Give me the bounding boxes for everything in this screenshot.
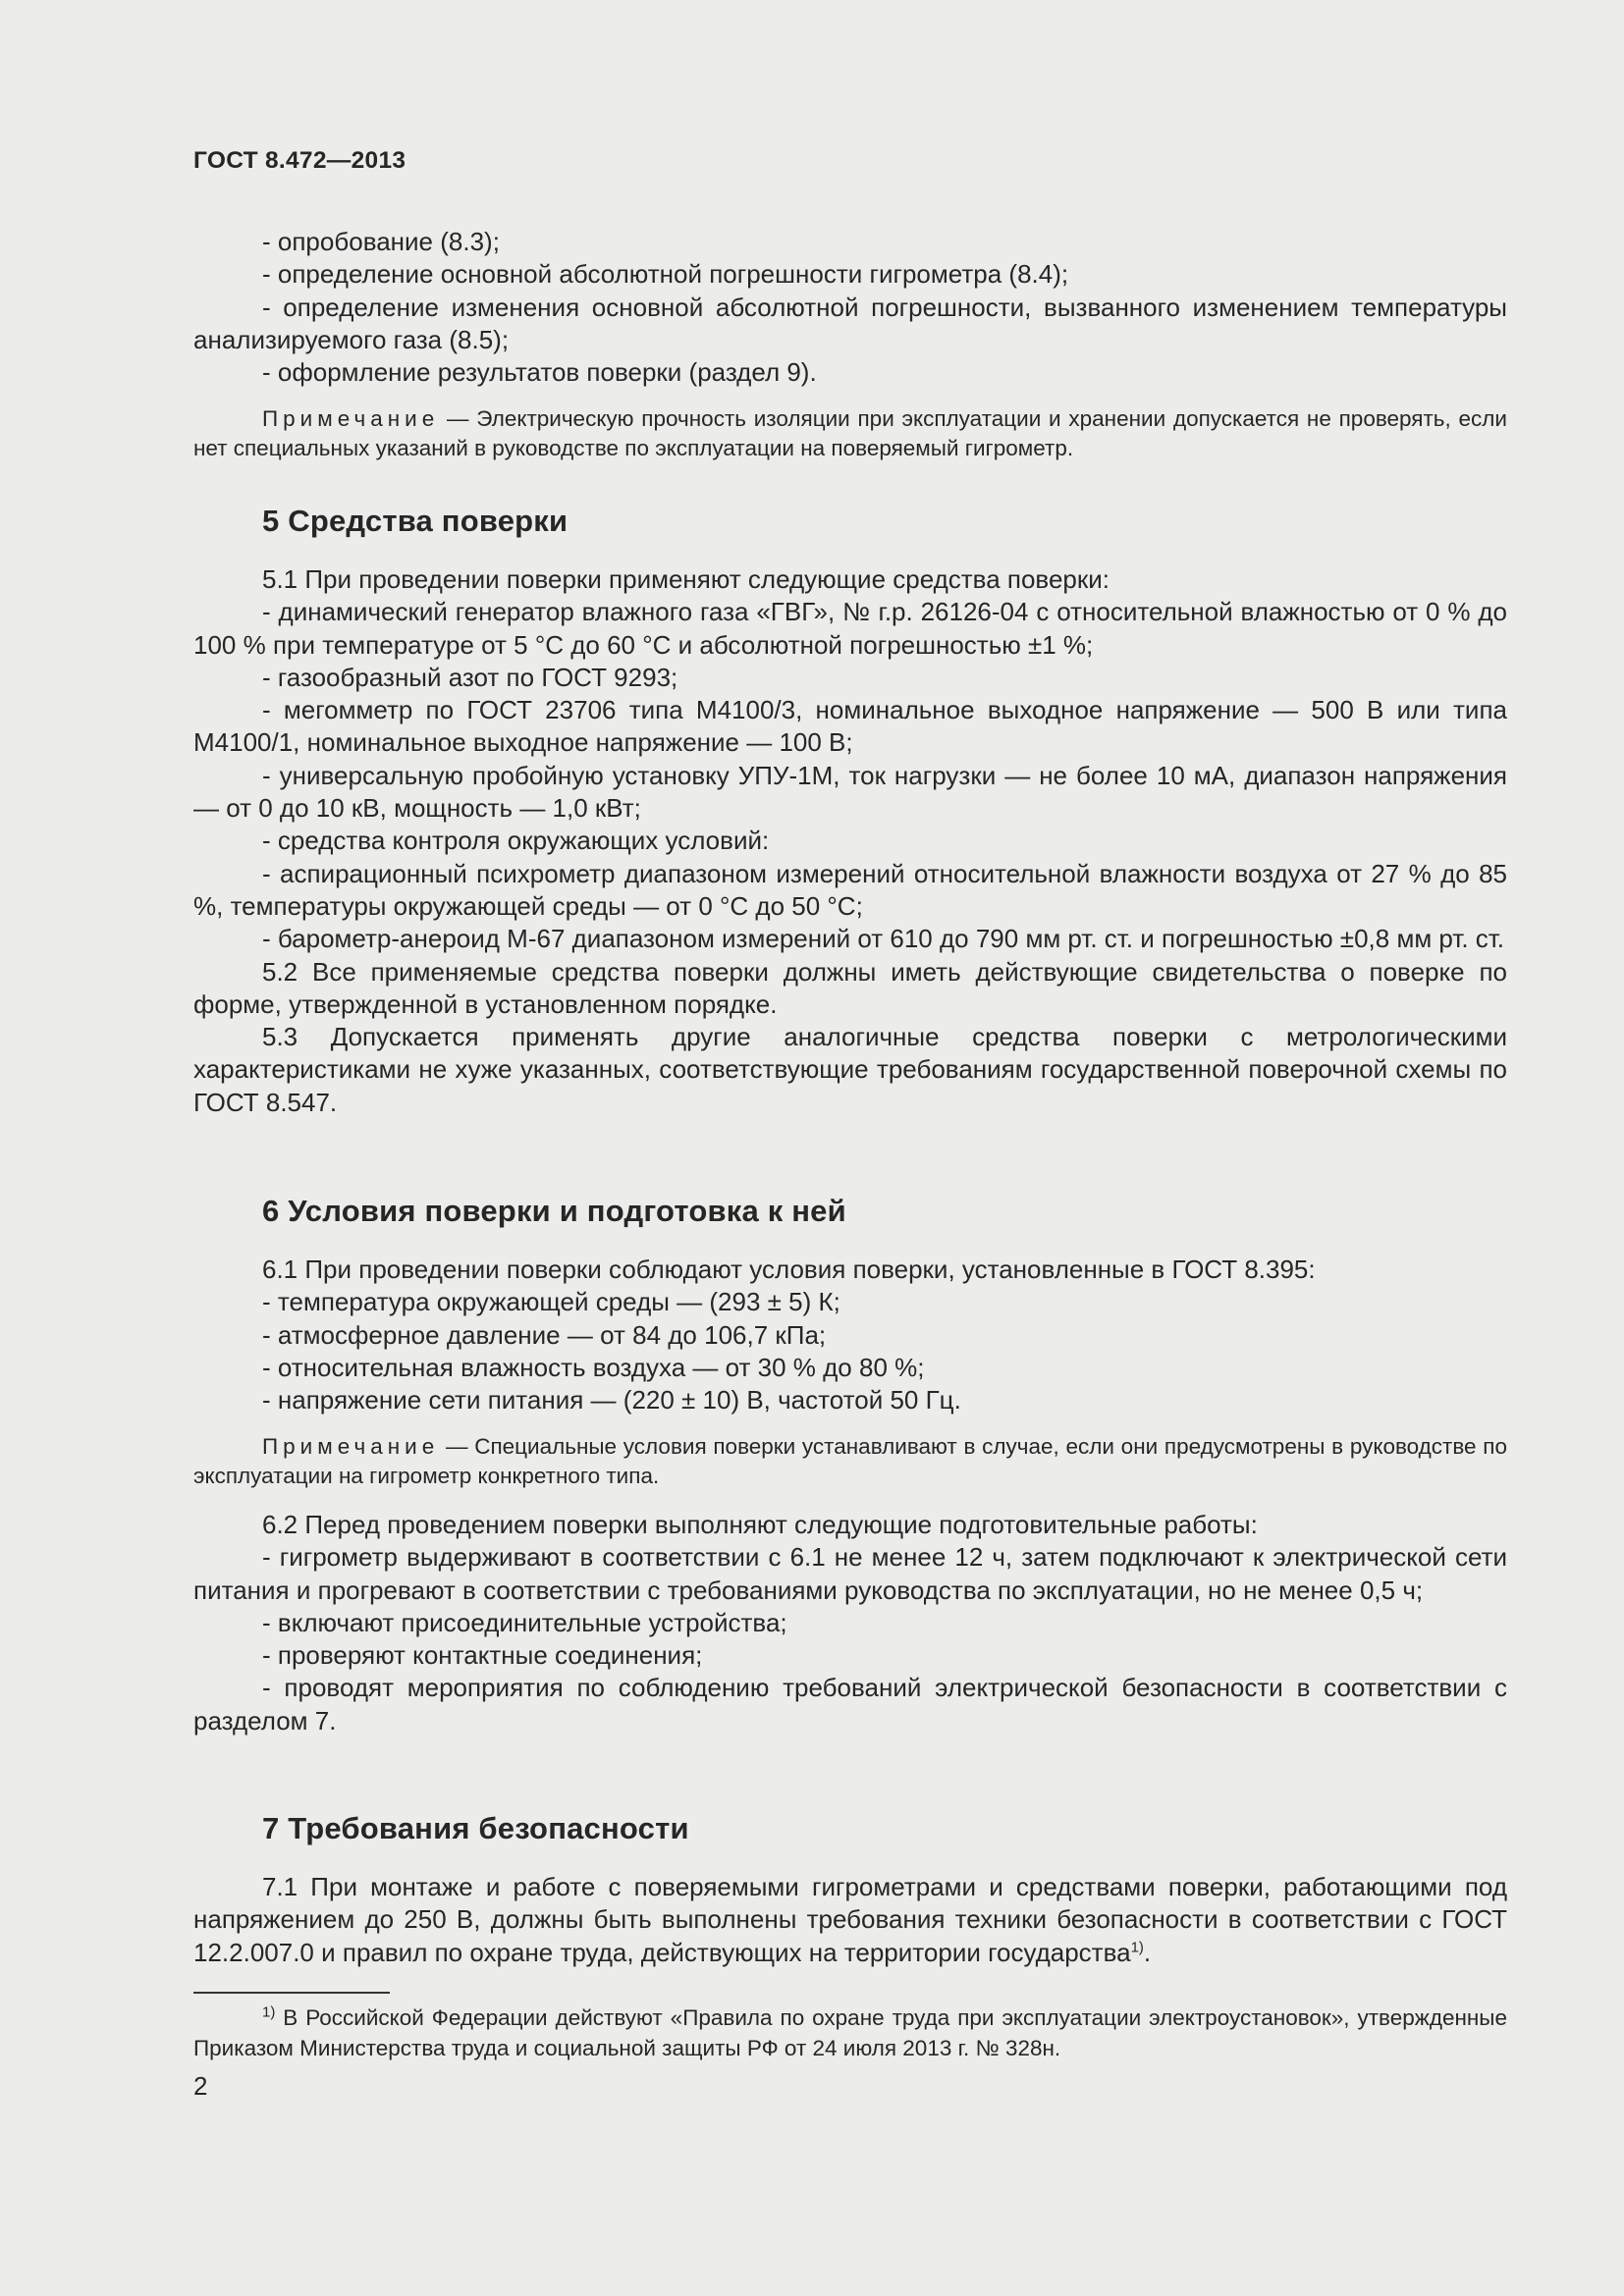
- list-item: - гигрометр выдерживают в соответствии с 6.1 не менее 12 ч, затем подключают к электрической сети питания и прогревают в соответствии с требованиями руководства по эксплуатации, но не менее 0,5 ч;: [193, 1542, 1507, 1605]
- list-item: - относительная влажность воздуха — от 30 % до 80 %;: [262, 1352, 925, 1382]
- list-item: - включают присоединительные устройства;: [262, 1607, 787, 1637]
- footnote-ref: 1): [1130, 1938, 1144, 1955]
- paragraph: [193, 1871, 1507, 1969]
- list-item: - напряжение сети питания — (220 ± 10) В, частотой 50 Гц.: [262, 1385, 961, 1415]
- section7-body: [193, 1871, 1507, 1969]
- section6-body-a: [193, 1254, 1507, 1416]
- section7-heading: 7 Требования безопасности: [262, 1811, 689, 1845]
- paragraph-text: 7.1 При монтаже и работе с поверяемыми гигрометрами и средствами поверки, работающими под напряжением до 250 В, должны быть выполнены требования техники безопасности в соответствии с ГОСТ 12.2.007.0 и правил по охране труда, действующих на территории государства: [193, 1872, 1507, 1967]
- list-item: - мегомметр по ГОСТ 23706 типа М4100/3, номинальное выходное напряжение — 500 В или типа М4100/1, номинальное выходное напряжение — 100 В;: [193, 695, 1507, 758]
- list-item: - динамический генератор влажного газа «ГВГ», № г.р. 26126-04 с относительной влажностью от 0 % до 100 % при температуре от 5 °С до 60 °С и абсолютной погрешностью ±1 %;: [193, 597, 1507, 660]
- note-label: Примечание: [262, 1434, 440, 1459]
- note-insulation: [193, 404, 1507, 463]
- list-item: - проводят мероприятия по соблюдению требований электрической безопасности в соответствии с разделом 7.: [193, 1673, 1507, 1735]
- paragraph: 6.2 Перед проведением поверки выполняют следующие подготовительные работы:: [262, 1510, 1258, 1539]
- note-label: Примечание: [262, 406, 440, 431]
- list-item: - опробование (8.3);: [262, 227, 500, 256]
- paragraph: 5.2 Все применяемые средства поверки должны иметь действующие свидетельства о поверке по форме, утвержденной в установленном порядке.: [193, 956, 1507, 1019]
- section6-heading: 6 Условия поверки и подготовка к ней: [262, 1194, 846, 1228]
- section4-list: [193, 226, 1507, 389]
- list-item: - определение основной абсолютной погрешности гигрометра (8.4);: [262, 259, 1069, 290]
- footnote-text: В Российской Федерации действуют «Правила по охране труда при эксплуатации электроустановок», утвержденные Приказом Министерства труда и социальной защиты РФ от 24 июля 2013 г. № 328н.: [193, 2005, 1507, 2060]
- footnote-mark: 1): [262, 2003, 276, 2021]
- list-item: - средства контроля окружающих условий:: [262, 826, 770, 856]
- note-text: — Электрическую прочность изоляции при эксплуатации и хранении допускается не проверять, если нет специальных указаний в руководстве по эксплуатации на поверяемый гигрометр.: [193, 406, 1507, 460]
- page-number: 2: [193, 2071, 208, 2101]
- list-item: - проверяют контактные соединения;: [262, 1640, 703, 1671]
- list-item: - атмосферное давление — от 84 до 106,7 кПа;: [262, 1319, 827, 1350]
- paragraph-end: .: [1143, 1937, 1152, 1967]
- paragraph: 6.1 При проведении поверки соблюдают условия поверки, установленные в ГОСТ 8.395:: [262, 1255, 1316, 1284]
- list-item: - температура окружающей среды — (293 ± 5) К;: [262, 1287, 840, 1317]
- section5-body: [193, 563, 1507, 1119]
- paragraph: 5.3 Допускается применять другие аналогичные средства поверки с метрологическими характеристиками не хуже указанных, соответствующие требованиям государственной поверочной схемы по ГОСТ 8.547.: [193, 1022, 1507, 1117]
- section6-body-b: [193, 1509, 1507, 1737]
- section5-heading: 5 Средства поверки: [262, 504, 568, 538]
- document-header: ГОСТ 8.472—2013: [193, 147, 406, 174]
- note-text: — Специальные условия поверки устанавливают в случае, если они предусмотрены в руководстве по эксплуатации на гигрометр конкретного типа.: [193, 1434, 1507, 1488]
- list-item: - универсальную пробойную установку УПУ-1М, ток нагрузки — не более 10 мА, диапазон напряжения — от 0 до 10 кВ, мощность — 1,0 кВт;: [193, 760, 1507, 824]
- footnote-separator: [193, 1992, 390, 1994]
- list-item: - барометр-анероид М-67 диапазоном измерений от 610 до 790 мм рт. ст. и погрешностью ±0,8 мм рт. ст.: [262, 924, 1505, 954]
- footnote: [193, 2002, 1507, 2063]
- list-item: - определение изменения основной абсолютной погрешности, вызванного изменением температуры анализируемого газа (8.5);: [193, 292, 1507, 354]
- paragraph: 5.1 При проведении поверки применяют следующие средства поверки:: [262, 564, 1110, 594]
- list-item: - газообразный азот по ГОСТ 9293;: [262, 662, 678, 692]
- list-item: - оформление результатов поверки (раздел 9).: [262, 357, 817, 388]
- note-special-conditions: [193, 1432, 1507, 1491]
- list-item: - аспирационный психрометр диапазоном измерений относительной влажности воздуха от 27 % до 85 %, температуры окружающей среды — от 0 °С до 50 °С;: [193, 858, 1507, 921]
